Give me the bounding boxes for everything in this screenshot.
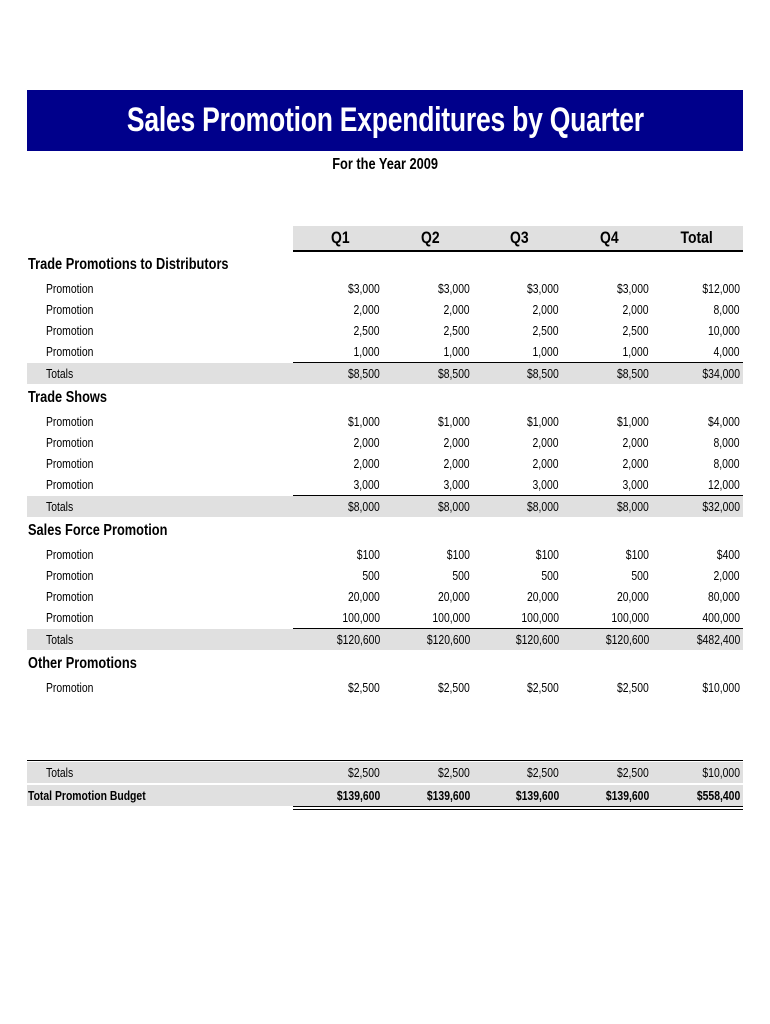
cell-total: $12,000 — [702, 281, 740, 296]
cell-q3: 2,500 — [532, 323, 559, 338]
cell-q4: 2,000 — [622, 456, 649, 471]
cell-q3: $100 — [535, 547, 559, 562]
cell-q4: 20,000 — [617, 589, 649, 604]
cell-total: $400 — [716, 547, 740, 562]
cell-total: $34,000 — [702, 366, 740, 381]
row-label: Promotion — [46, 610, 94, 625]
table-row — [27, 453, 743, 474]
row-label: Totals — [46, 632, 74, 647]
cell-q1: $8,000 — [348, 499, 380, 514]
section-title: Trade Shows — [28, 389, 107, 406]
cell-q3: 2,000 — [532, 435, 559, 450]
cell-q3: 2,000 — [532, 302, 559, 317]
cell-q2: $3,000 — [438, 281, 470, 296]
cell-q2: 2,500 — [443, 323, 470, 338]
cell-q2: 2,000 — [443, 435, 470, 450]
cell-total: 12,000 — [708, 477, 740, 492]
row-label: Promotion — [46, 344, 94, 359]
cell-q3: $8,500 — [527, 366, 559, 381]
table-row — [27, 586, 743, 607]
grand-total-row — [27, 785, 743, 806]
cell-q1: $2,500 — [348, 680, 380, 695]
cell-q2: $2,500 — [438, 765, 470, 780]
cell-q1: $3,000 — [348, 281, 380, 296]
cell-total: 400,000 — [702, 610, 740, 625]
divider — [293, 809, 743, 810]
row-label: Totals — [46, 765, 74, 780]
row-label: Promotion — [46, 456, 94, 471]
table-row — [27, 278, 743, 299]
cell-q3: 1,000 — [532, 344, 559, 359]
cell-q4: 2,500 — [622, 323, 649, 338]
cell-q1: 20,000 — [348, 589, 380, 604]
cell-q2: $120,600 — [426, 632, 470, 647]
cell-q1: $1,000 — [348, 414, 380, 429]
cell-q3: $8,000 — [527, 499, 559, 514]
cell-q2: $2,500 — [438, 680, 470, 695]
row-label: Promotion — [46, 323, 94, 338]
cell-q4: $2,500 — [617, 680, 649, 695]
table-row — [27, 607, 743, 628]
cell-q4: 100,000 — [611, 610, 649, 625]
row-label: Promotion — [46, 435, 94, 450]
cell-q4: 500 — [631, 568, 649, 583]
column-header-q4: Q4 — [599, 228, 619, 247]
cell-q3: 20,000 — [527, 589, 559, 604]
cell-total: $10,000 — [702, 680, 740, 695]
table-row — [27, 341, 743, 362]
cell-q4: $100 — [625, 547, 649, 562]
cell-q1: 2,500 — [353, 323, 380, 338]
cell-q4: $120,600 — [605, 632, 649, 647]
cell-q2: $8,000 — [438, 499, 470, 514]
row-label: Total Promotion Budget — [28, 788, 146, 803]
cell-total: 10,000 — [708, 323, 740, 338]
table-row — [27, 474, 743, 495]
table-row — [27, 544, 743, 565]
row-label: Totals — [46, 499, 74, 514]
cell-q2: 1,000 — [443, 344, 470, 359]
cell-q1: $120,600 — [336, 632, 380, 647]
cell-total: 8,000 — [713, 456, 740, 471]
title-banner — [27, 90, 743, 151]
table-row — [27, 411, 743, 432]
cell-q2: 100,000 — [432, 610, 470, 625]
section-title: Trade Promotions to Distributors — [28, 256, 229, 273]
cell-total: 4,000 — [713, 344, 740, 359]
table-row — [27, 432, 743, 453]
row-label: Promotion — [46, 477, 94, 492]
section-heading — [27, 654, 743, 675]
cell-q3: $120,600 — [515, 632, 559, 647]
page-subtitle: For the Year 2009 — [332, 156, 438, 173]
cell-q1: 3,000 — [353, 477, 380, 492]
cell-q1: 2,000 — [353, 435, 380, 450]
cell-q2: 20,000 — [438, 589, 470, 604]
row-label: Promotion — [46, 414, 94, 429]
cell-q2: $139,600 — [426, 788, 470, 803]
cell-q1: 1,000 — [353, 344, 380, 359]
cell-q1: 2,000 — [353, 456, 380, 471]
totals-row — [27, 363, 743, 384]
section-heading — [27, 521, 743, 542]
row-label: Promotion — [46, 302, 94, 317]
cell-q1: 500 — [362, 568, 380, 583]
column-header-row — [293, 226, 743, 252]
row-label: Promotion — [46, 568, 94, 583]
section-heading — [27, 255, 743, 276]
table-row — [27, 565, 743, 586]
cell-total: $4,000 — [708, 414, 740, 429]
cell-q2: $1,000 — [438, 414, 470, 429]
cell-total: 80,000 — [708, 589, 740, 604]
cell-q3: 2,000 — [532, 456, 559, 471]
totals-row — [27, 762, 743, 783]
totals-row — [27, 496, 743, 517]
cell-total: 8,000 — [713, 435, 740, 450]
cell-q1: $100 — [356, 547, 380, 562]
divider — [27, 760, 743, 761]
cell-q4: 2,000 — [622, 302, 649, 317]
cell-q3: $2,500 — [527, 680, 559, 695]
section-title: Other Promotions — [28, 655, 137, 672]
cell-q1: $2,500 — [348, 765, 380, 780]
table-row — [27, 677, 743, 698]
column-header-total: Total — [680, 228, 714, 247]
cell-q4: 3,000 — [622, 477, 649, 492]
cell-total: $10,000 — [702, 765, 740, 780]
cell-q4: $139,600 — [605, 788, 649, 803]
cell-q1: 2,000 — [353, 302, 380, 317]
cell-q2: 2,000 — [443, 456, 470, 471]
section-heading — [27, 388, 743, 409]
cell-q4: $3,000 — [617, 281, 649, 296]
cell-q4: $2,500 — [617, 765, 649, 780]
cell-q3: 100,000 — [521, 610, 559, 625]
cell-q2: 3,000 — [443, 477, 470, 492]
cell-q4: $8,000 — [617, 499, 649, 514]
cell-q2: $100 — [446, 547, 470, 562]
cell-q4: 1,000 — [622, 344, 649, 359]
row-label: Totals — [46, 366, 74, 381]
cell-q2: 2,000 — [443, 302, 470, 317]
cell-q2: $8,500 — [438, 366, 470, 381]
cell-total: 8,000 — [713, 302, 740, 317]
table-row — [27, 299, 743, 320]
table-row — [27, 320, 743, 341]
cell-q4: $8,500 — [617, 366, 649, 381]
row-label: Promotion — [46, 547, 94, 562]
cell-q1: $8,500 — [348, 366, 380, 381]
column-header-q3: Q3 — [509, 228, 529, 247]
cell-total: $482,400 — [696, 632, 740, 647]
page-title: Sales Promotion Expenditures by Quarter — [126, 101, 644, 139]
cell-q3: 500 — [541, 568, 559, 583]
section-title: Sales Force Promotion — [28, 522, 168, 539]
cell-q4: 2,000 — [622, 435, 649, 450]
divider — [293, 806, 743, 807]
cell-q3: $3,000 — [527, 281, 559, 296]
cell-q1: 100,000 — [342, 610, 380, 625]
cell-q3: $1,000 — [527, 414, 559, 429]
cell-q1: $139,600 — [336, 788, 380, 803]
cell-q3: $139,600 — [515, 788, 559, 803]
cell-q2: 500 — [452, 568, 470, 583]
totals-row — [27, 629, 743, 650]
row-label: Promotion — [46, 680, 94, 695]
column-header-q1: Q1 — [330, 228, 350, 247]
cell-total: 2,000 — [713, 568, 740, 583]
column-header-q2: Q2 — [420, 228, 440, 247]
row-label: Promotion — [46, 589, 94, 604]
row-label: Promotion — [46, 281, 94, 296]
cell-q3: 3,000 — [532, 477, 559, 492]
cell-q3: $2,500 — [527, 765, 559, 780]
cell-total: $32,000 — [702, 499, 740, 514]
cell-q4: $1,000 — [617, 414, 649, 429]
cell-total: $558,400 — [696, 788, 740, 803]
